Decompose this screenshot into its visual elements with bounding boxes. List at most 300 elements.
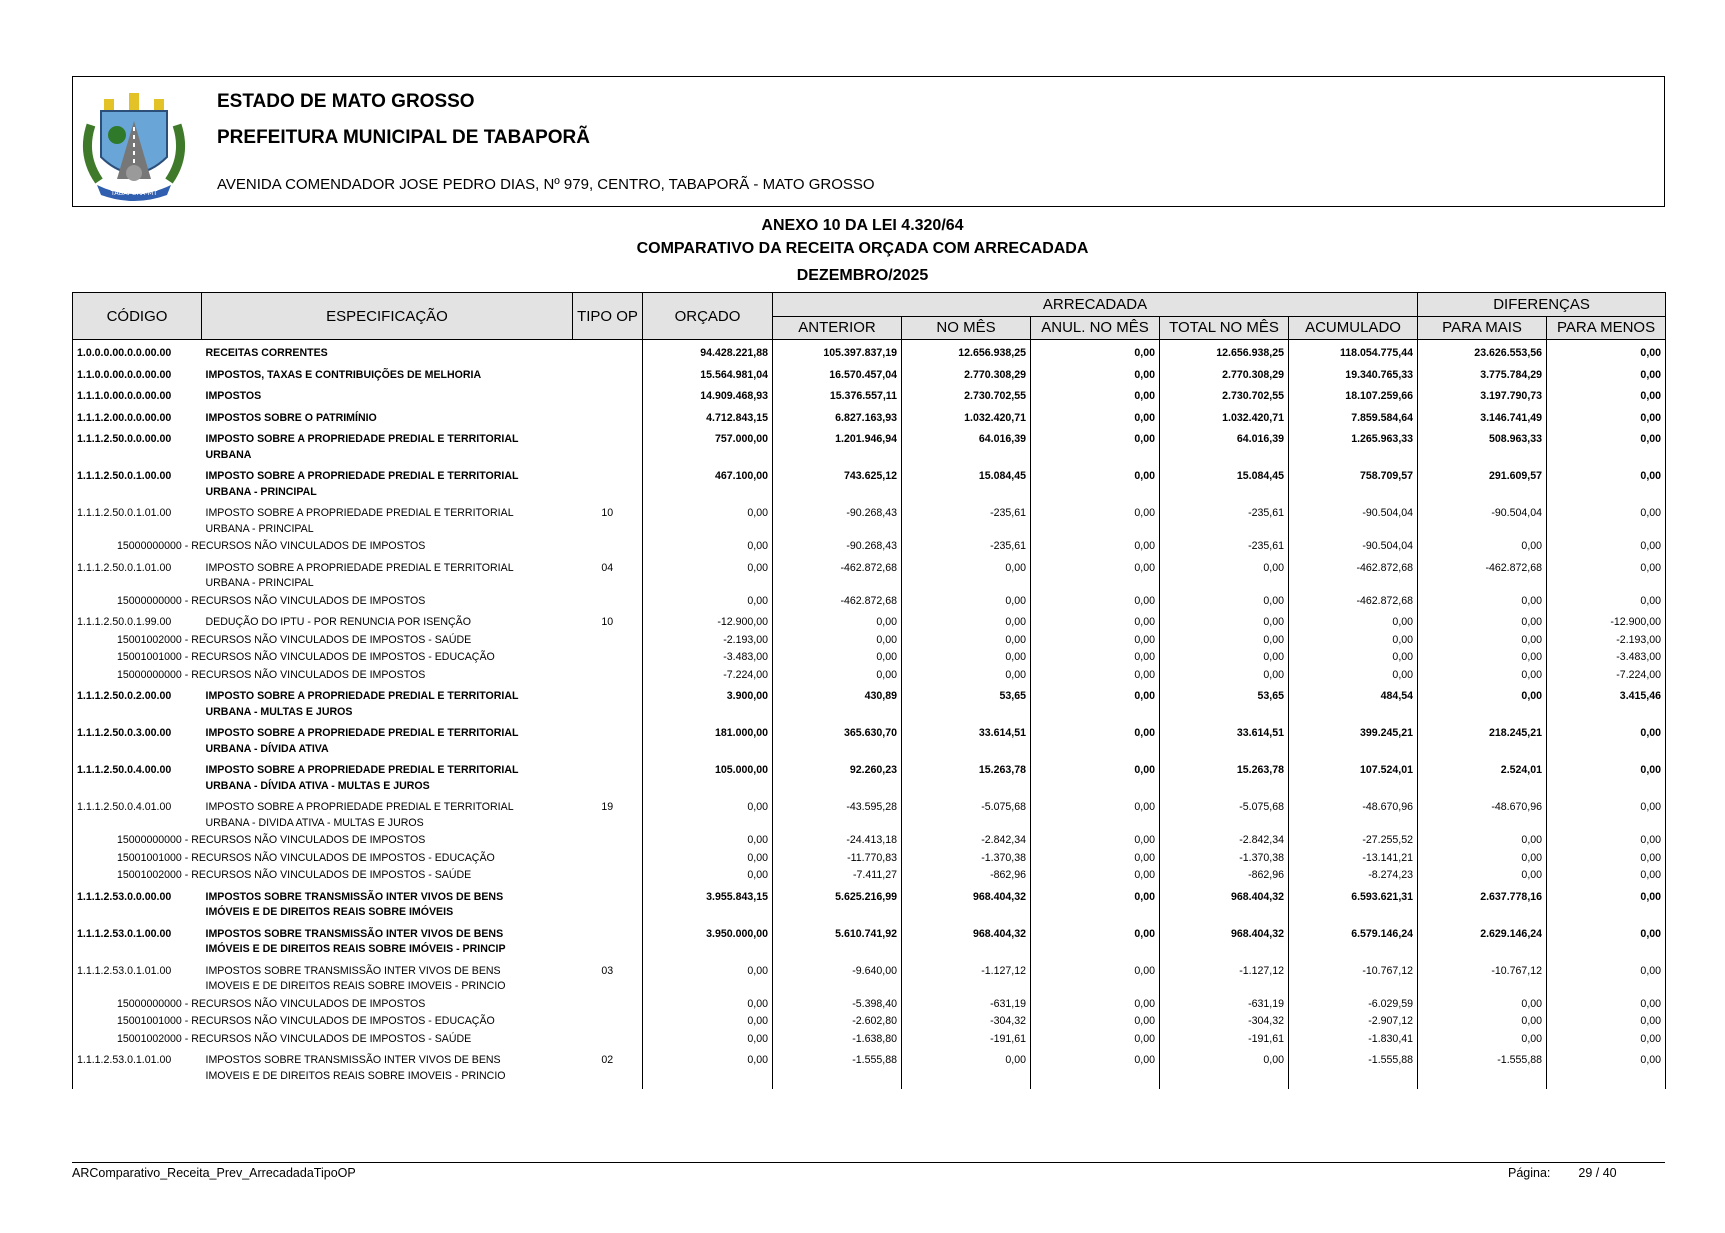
footer-divider — [72, 1162, 1665, 1163]
municipal-coat-of-arms-logo — [77, 85, 191, 201]
col-orcado: ORÇADO — [643, 293, 773, 340]
cell-orcado: 0,00 — [643, 505, 773, 538]
cell-para-menos: 0,00 — [1547, 832, 1666, 850]
cell-orcado: 3.950.000,00 — [643, 926, 773, 959]
cell-orcado: 0,00 — [643, 832, 773, 850]
row-specification — [202, 560, 573, 593]
spec-line: URBANA - PRINCIPAL — [205, 577, 314, 589]
resource-row — [73, 649, 1666, 667]
cell-para-menos: 0,00 — [1547, 889, 1666, 922]
cell-acumulado: 118.054.775,44 — [1289, 340, 1418, 363]
table-row — [73, 762, 1666, 795]
cell-no-mes: 15.084,45 — [902, 468, 1031, 501]
spec-line: IMPOSTOS, TAXAS E CONTRIBUIÇÕES DE MELHORIA — [205, 368, 482, 381]
cell-orcado: -3.483,00 — [643, 649, 773, 667]
cell-total-no-mes: -191,61 — [1160, 1031, 1289, 1049]
cell-acumulado: 19.340.765,33 — [1289, 367, 1418, 385]
cell-anul-no-mes: 0,00 — [1031, 867, 1160, 885]
cell-orcado: 0,00 — [643, 1052, 773, 1085]
page-number: 29 / 40 — [1578, 1166, 1617, 1180]
cell-no-mes: -304,32 — [902, 1013, 1031, 1031]
cell-acumulado: 6.579.146,24 — [1289, 926, 1418, 959]
spec-line: IMPOSTOS SOBRE TRANSMISSÃO INTER VIVOS DE BENS — [205, 1054, 501, 1066]
cell-orcado: 3.900,00 — [643, 688, 773, 721]
cell-para-mais: 3.197.790,73 — [1418, 388, 1547, 406]
cell-no-mes: 1.032.420,71 — [902, 410, 1031, 428]
row-specification — [202, 963, 573, 996]
cell-para-menos: 0,00 — [1547, 538, 1666, 556]
table-row — [73, 340, 1666, 363]
cell-orcado: -2.193,00 — [643, 632, 773, 650]
resource-row — [73, 867, 1666, 885]
cell-total-no-mes: -5.075,68 — [1160, 799, 1289, 832]
cell-anul-no-mes: 0,00 — [1031, 388, 1160, 406]
cell-total-no-mes: -2.842,34 — [1160, 832, 1289, 850]
spec-line: IMPOSTO SOBRE A PROPRIEDADE PREDIAL E TERRITORIAL — [205, 764, 519, 776]
cell-para-mais: 0,00 — [1418, 649, 1547, 667]
resource-description: 15000000000 - RECURSOS NÃO VINCULADOS DE IMPOSTOS — [73, 832, 573, 850]
row-tipo-op: 19 — [573, 799, 643, 832]
cell-anul-no-mes: 0,00 — [1031, 963, 1160, 996]
row-specification — [202, 367, 573, 385]
cell-total-no-mes: 0,00 — [1160, 1052, 1289, 1085]
row-code: 1.1.0.0.00.0.0.00.00 — [73, 367, 202, 385]
cell-no-mes: 968.404,32 — [902, 889, 1031, 922]
cell-para-menos: 0,00 — [1547, 367, 1666, 385]
cell-orcado: 0,00 — [643, 1013, 773, 1031]
table-row — [73, 468, 1666, 501]
cell-anul-no-mes: 0,00 — [1031, 468, 1160, 501]
cell-para-mais: 0,00 — [1418, 614, 1547, 632]
cell-acumulado: 0,00 — [1289, 649, 1418, 667]
cell-para-menos: 3.415,46 — [1547, 688, 1666, 721]
row-code: 1.1.1.2.50.0.1.01.00 — [73, 560, 202, 593]
cell-acumulado: 0,00 — [1289, 614, 1418, 632]
spec-line: IMPOSTO SOBRE A PROPRIEDADE PREDIAL E TERRITORIAL — [205, 801, 514, 813]
cell-anterior: 16.570.457,04 — [773, 367, 902, 385]
cell-anul-no-mes: 0,00 — [1031, 667, 1160, 685]
cell-anterior: 0,00 — [773, 649, 902, 667]
cell-anterior: -90.268,43 — [773, 505, 902, 538]
cell-para-mais: 0,00 — [1418, 1013, 1547, 1031]
cell-acumulado: 484,54 — [1289, 688, 1418, 721]
cell-acumulado: -462.872,68 — [1289, 560, 1418, 593]
resource-row — [73, 667, 1666, 685]
cell-anul-no-mes: 0,00 — [1031, 996, 1160, 1014]
cell-no-mes: -862,96 — [902, 867, 1031, 885]
row-tipo-op — [573, 725, 643, 758]
spec-line: IMPOSTO SOBRE A PROPRIEDADE PREDIAL E TERRITORIAL — [205, 507, 514, 519]
col-tipo-op: TIPO OP — [573, 293, 643, 340]
cell-anul-no-mes: 0,00 — [1031, 538, 1160, 556]
resource-row — [73, 593, 1666, 611]
cell-anterior: 430,89 — [773, 688, 902, 721]
table-row — [73, 963, 1666, 996]
row-specification — [202, 725, 573, 758]
cell-anul-no-mes: 0,00 — [1031, 889, 1160, 922]
cell-para-mais: 0,00 — [1418, 867, 1547, 885]
resource-row — [73, 1013, 1666, 1031]
spec-line: IMPOSTOS SOBRE TRANSMISSÃO INTER VIVOS DE BENS — [205, 927, 504, 940]
cell-acumulado: -10.767,12 — [1289, 963, 1418, 996]
cell-anterior: 5.625.216,99 — [773, 889, 902, 922]
cell-para-menos: 0,00 — [1547, 850, 1666, 868]
cell-total-no-mes: 968.404,32 — [1160, 926, 1289, 959]
row-code: 1.1.1.2.50.0.2.00.00 — [73, 688, 202, 721]
col-acumulado: ACUMULADO — [1289, 316, 1418, 340]
row-tipo-op — [573, 388, 643, 406]
prefecture-address: AVENIDA COMENDADOR JOSE PEDRO DIAS, Nº 979, CENTRO, TABAPORÃ - MATO GROSSO — [217, 176, 875, 193]
cell-no-mes: 0,00 — [902, 593, 1031, 611]
resource-row — [73, 832, 1666, 850]
cell-orcado: -7.224,00 — [643, 667, 773, 685]
cell-para-mais: 0,00 — [1418, 1031, 1547, 1049]
cell-orcado: 467.100,00 — [643, 468, 773, 501]
cell-anul-no-mes: 0,00 — [1031, 1013, 1160, 1031]
cell-no-mes: 0,00 — [902, 560, 1031, 593]
resource-description: 15000000000 - RECURSOS NÃO VINCULADOS DE IMPOSTOS — [73, 538, 573, 556]
cell-anterior: -11.770,83 — [773, 850, 902, 868]
cell-para-mais: 508.963,33 — [1418, 431, 1547, 464]
row-specification — [202, 926, 573, 959]
row-tipo-op: 03 — [573, 963, 643, 996]
row-specification — [202, 410, 573, 428]
cell-no-mes: -235,61 — [902, 538, 1031, 556]
cell-total-no-mes: 0,00 — [1160, 667, 1289, 685]
cell-anul-no-mes: 0,00 — [1031, 505, 1160, 538]
cell-anterior: -462.872,68 — [773, 560, 902, 593]
table-row — [73, 889, 1666, 922]
row-specification — [202, 688, 573, 721]
cell-acumulado: 18.107.259,66 — [1289, 388, 1418, 406]
cell-acumulado: -1.830,41 — [1289, 1031, 1418, 1049]
cell-para-mais: -90.504,04 — [1418, 505, 1547, 538]
col-anul-no-mes: ANUL. NO MÊS — [1031, 316, 1160, 340]
cell-no-mes: 0,00 — [902, 1052, 1031, 1085]
cell-para-mais: 23.626.553,56 — [1418, 340, 1547, 363]
cell-para-menos: -7.224,00 — [1547, 667, 1666, 685]
cell-para-menos: 0,00 — [1547, 1031, 1666, 1049]
row-tipo-op — [573, 340, 643, 363]
cell-anterior: 0,00 — [773, 667, 902, 685]
cell-acumulado: 7.859.584,64 — [1289, 410, 1418, 428]
cell-anul-no-mes: 0,00 — [1031, 593, 1160, 611]
cell-para-menos: 0,00 — [1547, 963, 1666, 996]
cell-no-mes: -631,19 — [902, 996, 1031, 1014]
cell-acumulado: 107.524,01 — [1289, 762, 1418, 795]
resource-description: 15000000000 - RECURSOS NÃO VINCULADOS DE IMPOSTOS — [73, 667, 573, 685]
spec-line: IMÓVEIS E DE DIREITOS REAIS SOBRE IMÓVEIS — [205, 906, 454, 918]
cell-no-mes: 0,00 — [902, 667, 1031, 685]
cell-orcado: 0,00 — [643, 538, 773, 556]
report-subtitle: COMPARATIVO DA RECEITA ORÇADA COM ARRECADADA — [636, 240, 1089, 257]
cell-total-no-mes: 0,00 — [1160, 614, 1289, 632]
cell-para-menos: 0,00 — [1547, 762, 1666, 795]
row-specification — [202, 889, 573, 922]
logo-ribbon-text: TABAPORÃ-MT — [110, 189, 158, 197]
cell-orcado: 0,00 — [643, 593, 773, 611]
cell-para-menos: -2.193,00 — [1547, 632, 1666, 650]
cell-para-menos: 0,00 — [1547, 996, 1666, 1014]
col-anterior: ANTERIOR — [773, 316, 902, 340]
cell-para-mais: 0,00 — [1418, 850, 1547, 868]
cell-anterior: 365.630,70 — [773, 725, 902, 758]
cell-no-mes: -191,61 — [902, 1031, 1031, 1049]
cell-total-no-mes: -235,61 — [1160, 505, 1289, 538]
cell-orcado: 0,00 — [643, 1031, 773, 1049]
row-specification — [202, 799, 573, 832]
spec-line: URBANA - MULTAS E JUROS — [205, 705, 353, 718]
resource-description: 15001002000 - RECURSOS NÃO VINCULADOS DE IMPOSTOS - SAÚDE — [73, 632, 573, 650]
cell-para-mais: 2.629.146,24 — [1418, 926, 1547, 959]
resource-description: 15001001000 - RECURSOS NÃO VINCULADOS DE IMPOSTOS - EDUCAÇÃO — [73, 649, 573, 667]
cell-no-mes: 64.016,39 — [902, 431, 1031, 464]
cell-acumulado: -48.670,96 — [1289, 799, 1418, 832]
cell-para-menos: 0,00 — [1547, 867, 1666, 885]
cell-anul-no-mes: 0,00 — [1031, 850, 1160, 868]
row-code: 1.1.1.2.53.0.1.01.00 — [73, 1052, 202, 1085]
row-tipo-op: 10 — [573, 614, 643, 632]
annex-title: ANEXO 10 DA LEI 4.320/64 — [761, 217, 964, 234]
cell-no-mes: 0,00 — [902, 632, 1031, 650]
col-para-mais: PARA MAIS — [1418, 316, 1547, 340]
cell-para-menos: 0,00 — [1547, 926, 1666, 959]
cell-acumulado: 6.593.621,31 — [1289, 889, 1418, 922]
resource-row — [73, 996, 1666, 1014]
cell-total-no-mes: 0,00 — [1160, 632, 1289, 650]
page-label: Página: — [1508, 1166, 1551, 1180]
row-code: 1.1.1.2.53.0.1.01.00 — [73, 963, 202, 996]
cell-para-mais: 0,00 — [1418, 996, 1547, 1014]
cell-anterior: -5.398,40 — [773, 996, 902, 1014]
cell-orcado: 0,00 — [643, 850, 773, 868]
row-code: 1.1.1.2.50.0.1.99.00 — [73, 614, 202, 632]
cell-total-no-mes: 33.614,51 — [1160, 725, 1289, 758]
row-code: 1.1.1.2.50.0.1.01.00 — [73, 505, 202, 538]
row-specification — [202, 1052, 573, 1085]
cell-anterior: -43.595,28 — [773, 799, 902, 832]
cell-para-mais: -1.555,88 — [1418, 1052, 1547, 1085]
cell-total-no-mes: 0,00 — [1160, 593, 1289, 611]
spec-line: IMPOSTOS SOBRE TRANSMISSÃO INTER VIVOS DE BENS — [205, 964, 501, 977]
row-tipo-op — [573, 367, 643, 385]
cell-anterior: 1.201.946,94 — [773, 431, 902, 464]
cell-orcado: 0,00 — [643, 560, 773, 593]
table-row — [73, 688, 1666, 721]
row-code: 1.1.1.2.50.0.4.00.00 — [73, 762, 202, 795]
cell-no-mes: 2.730.702,55 — [902, 388, 1031, 406]
spec-line: IMOVEIS E DE DIREITOS REAIS SOBRE IMOVEIS - PRINCIO — [205, 980, 506, 992]
cell-acumulado: -13.141,21 — [1289, 850, 1418, 868]
cell-total-no-mes: 2.730.702,55 — [1160, 388, 1289, 406]
cell-anul-no-mes: 0,00 — [1031, 632, 1160, 650]
cell-acumulado: -8.274,23 — [1289, 867, 1418, 885]
cell-total-no-mes: -235,61 — [1160, 538, 1289, 556]
col-group-arrecadada: ARRECADADA — [773, 293, 1418, 317]
cell-orcado: 94.428.221,88 — [643, 340, 773, 363]
row-specification — [202, 614, 573, 632]
cell-total-no-mes: 53,65 — [1160, 688, 1289, 721]
row-tipo-op — [573, 410, 643, 428]
cell-acumulado: 758.709,57 — [1289, 468, 1418, 501]
cell-para-mais: 218.245,21 — [1418, 725, 1547, 758]
row-tipo-op: 04 — [573, 560, 643, 593]
table-row — [73, 431, 1666, 464]
resource-description: 15001001000 - RECURSOS NÃO VINCULADOS DE IMPOSTOS - EDUCAÇÃO — [73, 1013, 573, 1031]
spec-line: IMPOSTOS SOBRE TRANSMISSÃO INTER VIVOS DE BENS — [205, 890, 504, 903]
cell-para-menos: 0,00 — [1547, 593, 1666, 611]
cell-anul-no-mes: 0,00 — [1031, 762, 1160, 795]
cell-no-mes: -235,61 — [902, 505, 1031, 538]
spec-line: URBANA - DIVIDA ATIVA - MULTAS E JUROS — [205, 816, 424, 829]
cell-anterior: -462.872,68 — [773, 593, 902, 611]
cell-acumulado: 0,00 — [1289, 667, 1418, 685]
report-file-name: ARComparativo_Receita_Prev_ArrecadadaTipoOP — [72, 1166, 356, 1180]
cell-para-menos: -3.483,00 — [1547, 649, 1666, 667]
cell-acumulado: -1.555,88 — [1289, 1052, 1418, 1085]
row-specification — [202, 762, 573, 795]
cell-no-mes: 53,65 — [902, 688, 1031, 721]
cell-no-mes: 968.404,32 — [902, 926, 1031, 959]
cell-orcado: 105.000,00 — [643, 762, 773, 795]
row-tipo-op — [573, 889, 643, 922]
cell-total-no-mes: 0,00 — [1160, 649, 1289, 667]
resource-row — [73, 538, 1666, 556]
cell-no-mes: 0,00 — [902, 649, 1031, 667]
cell-anul-no-mes: 0,00 — [1031, 725, 1160, 758]
spec-line: IMPOSTO SOBRE A PROPRIEDADE PREDIAL E TERRITORIAL — [205, 470, 519, 482]
cell-acumulado: 0,00 — [1289, 632, 1418, 650]
cell-total-no-mes: 0,00 — [1160, 560, 1289, 593]
spec-line: IMPOSTOS — [205, 390, 262, 402]
cell-para-mais: 0,00 — [1418, 688, 1547, 721]
cell-anul-no-mes: 0,00 — [1031, 926, 1160, 959]
cell-orcado: 3.955.843,15 — [643, 889, 773, 922]
spec-line: URBANA - PRINCIPAL — [205, 485, 317, 498]
col-no-mes: NO MÊS — [902, 316, 1031, 340]
cell-no-mes: 12.656.938,25 — [902, 340, 1031, 363]
cell-para-menos: 0,00 — [1547, 431, 1666, 464]
revenue-comparison-table — [72, 292, 1666, 1089]
cell-para-mais: 2.524,01 — [1418, 762, 1547, 795]
cell-para-menos: 0,00 — [1547, 505, 1666, 538]
table-row — [73, 410, 1666, 428]
table-row — [73, 799, 1666, 832]
cell-total-no-mes: 2.770.308,29 — [1160, 367, 1289, 385]
cell-no-mes: -1.370,38 — [902, 850, 1031, 868]
row-tipo-op: 02 — [573, 1052, 643, 1085]
spec-line: URBANA — [205, 448, 252, 461]
cell-orcado: 181.000,00 — [643, 725, 773, 758]
cell-anul-no-mes: 0,00 — [1031, 832, 1160, 850]
cell-para-mais: -10.767,12 — [1418, 963, 1547, 996]
col-total-no-mes: TOTAL NO MÊS — [1160, 316, 1289, 340]
cell-anul-no-mes: 0,00 — [1031, 614, 1160, 632]
row-code: 1.1.1.2.50.0.3.00.00 — [73, 725, 202, 758]
row-code: 1.1.1.2.50.0.0.00.00 — [73, 431, 202, 464]
cell-para-mais: 0,00 — [1418, 667, 1547, 685]
table-row — [73, 926, 1666, 959]
cell-no-mes: 15.263,78 — [902, 762, 1031, 795]
cell-anterior: -2.602,80 — [773, 1013, 902, 1031]
cell-para-menos: 0,00 — [1547, 1052, 1666, 1085]
spec-line: IMPOSTOS SOBRE O PATRIMÍNIO — [205, 411, 377, 424]
spec-line: IMPOSTO SOBRE A PROPRIEDADE PREDIAL E TERRITORIAL — [205, 727, 519, 739]
row-tipo-op — [573, 762, 643, 795]
cell-total-no-mes: -1.127,12 — [1160, 963, 1289, 996]
row-specification — [202, 431, 573, 464]
cell-para-menos: 0,00 — [1547, 1013, 1666, 1031]
cell-orcado: 0,00 — [643, 963, 773, 996]
cell-no-mes: -5.075,68 — [902, 799, 1031, 832]
cell-para-menos: 0,00 — [1547, 388, 1666, 406]
cell-anul-no-mes: 0,00 — [1031, 688, 1160, 721]
spec-line: RECEITAS CORRENTES — [205, 347, 328, 359]
row-code: 1.0.0.0.00.0.0.00.00 — [73, 340, 202, 363]
cell-para-menos: 0,00 — [1547, 560, 1666, 593]
cell-anterior: 105.397.837,19 — [773, 340, 902, 363]
cell-para-mais: 291.609,57 — [1418, 468, 1547, 501]
table-row — [73, 367, 1666, 385]
cell-orcado: 757.000,00 — [643, 431, 773, 464]
cell-no-mes: 33.614,51 — [902, 725, 1031, 758]
row-tipo-op: 10 — [573, 505, 643, 538]
state-name: ESTADO DE MATO GROSSO — [217, 91, 475, 112]
cell-anterior: 92.260,23 — [773, 762, 902, 795]
spec-line: IMPOSTO SOBRE A PROPRIEDADE PREDIAL E TERRITORIAL — [205, 561, 514, 574]
row-code: 1.1.1.2.53.0.1.00.00 — [73, 926, 202, 959]
cell-para-mais: 2.637.778,16 — [1418, 889, 1547, 922]
row-tipo-op — [573, 468, 643, 501]
cell-anterior: 15.376.557,11 — [773, 388, 902, 406]
spec-line: IMOVEIS E DE DIREITOS REAIS SOBRE IMOVEIS - PRINCIO — [205, 1069, 506, 1082]
cell-orcado: 4.712.843,15 — [643, 410, 773, 428]
cell-total-no-mes: -862,96 — [1160, 867, 1289, 885]
cell-anterior: 5.610.741,92 — [773, 926, 902, 959]
resource-description: 15000000000 - RECURSOS NÃO VINCULADOS DE IMPOSTOS — [73, 996, 573, 1014]
col-group-diferencas: DIFERENÇAS — [1418, 293, 1666, 317]
cell-orcado: 15.564.981,04 — [643, 367, 773, 385]
row-tipo-op — [573, 431, 643, 464]
cell-anterior: -7.411,27 — [773, 867, 902, 885]
cell-para-mais: -48.670,96 — [1418, 799, 1547, 832]
resource-description: 15000000000 - RECURSOS NÃO VINCULADOS DE IMPOSTOS — [73, 593, 573, 611]
cell-anul-no-mes: 0,00 — [1031, 340, 1160, 363]
row-tipo-op — [573, 926, 643, 959]
table-row — [73, 560, 1666, 593]
cell-anul-no-mes: 0,00 — [1031, 367, 1160, 385]
cell-anterior: -1.638,80 — [773, 1031, 902, 1049]
cell-anterior: -9.640,00 — [773, 963, 902, 996]
cell-total-no-mes: 1.032.420,71 — [1160, 410, 1289, 428]
row-spacer — [73, 1085, 1666, 1089]
cell-para-mais: 0,00 — [1418, 632, 1547, 650]
cell-para-mais: 0,00 — [1418, 538, 1547, 556]
cell-para-menos: 0,00 — [1547, 799, 1666, 832]
cell-no-mes: 0,00 — [902, 614, 1031, 632]
col-para-menos: PARA MENOS — [1547, 316, 1666, 340]
cell-anterior: 0,00 — [773, 632, 902, 650]
cell-total-no-mes: -1.370,38 — [1160, 850, 1289, 868]
row-code: 1.1.1.2.53.0.0.00.00 — [73, 889, 202, 922]
cell-para-menos: 0,00 — [1547, 340, 1666, 363]
cell-para-mais: 3.775.784,29 — [1418, 367, 1547, 385]
col-especificacao: ESPECIFICAÇÃO — [202, 293, 573, 340]
cell-acumulado: -6.029,59 — [1289, 996, 1418, 1014]
cell-total-no-mes: 64.016,39 — [1160, 431, 1289, 464]
cell-total-no-mes: -631,19 — [1160, 996, 1289, 1014]
table-row — [73, 388, 1666, 406]
